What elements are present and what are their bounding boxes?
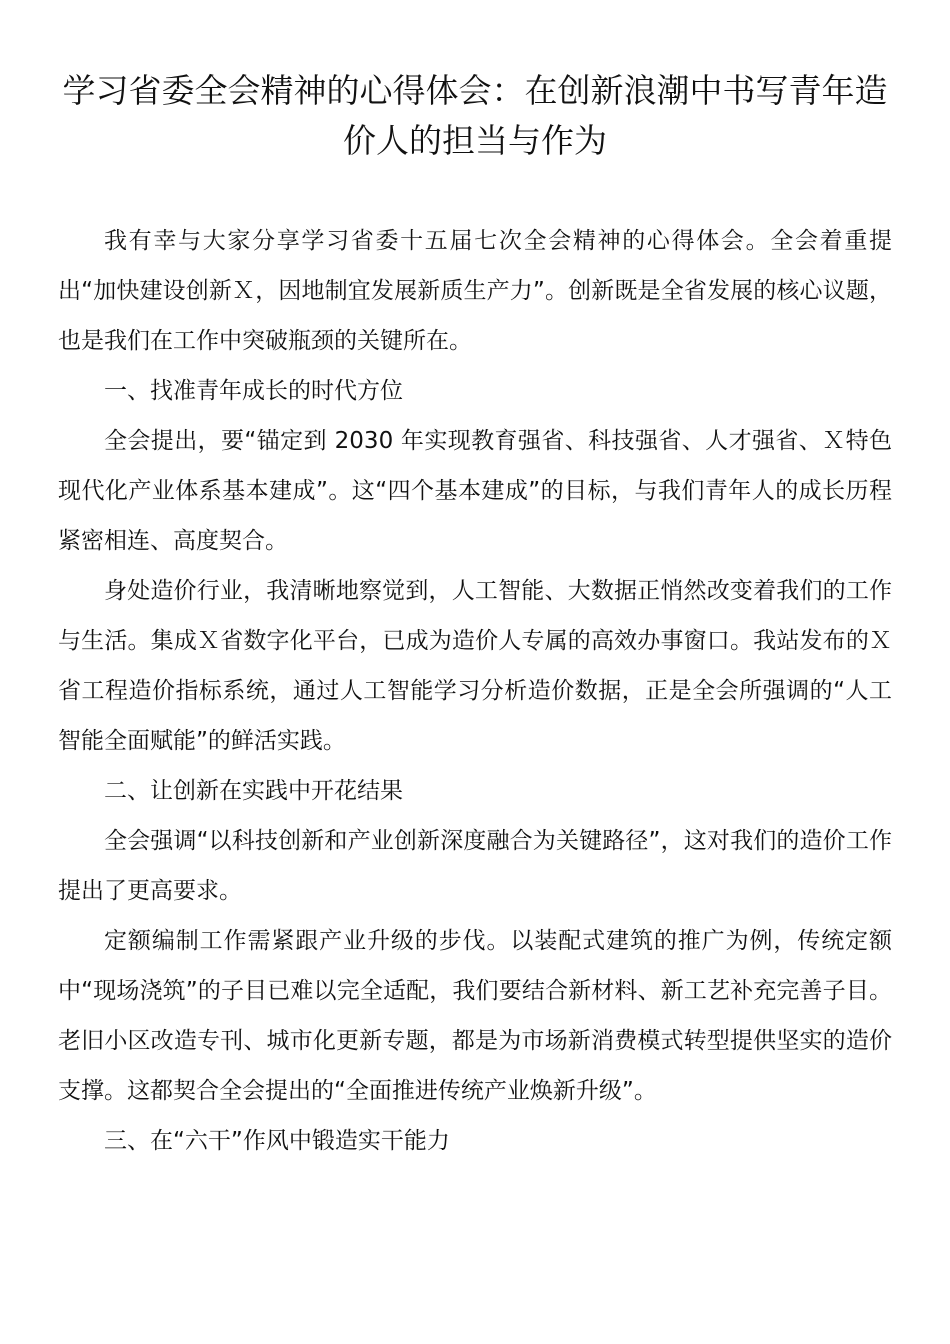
paragraph: 定额编制工作需紧跟产业升级的步伐。以装配式建筑的推广为例，传统定额中“现场浇筑”的子目已难以完全适配，我们要结合新材料、新工艺补充完善子目。老旧小区改造专刊、城市化更新专题，都是为市场新消费模式转型提供坚实的造价支撑。这都契合全会提出的“全面推进传统产业焕新升级”。 [58,928,892,1104]
paragraph: 全会提出，要“锚定到 2030 年实现教育强省、科技强省、人才强省、Ｘ特色现代化产业体系基本建成”。这“四个基本建成”的目标，与我们青年人的成长历程紧密相连、高度契合。 [58,428,892,554]
document-title: 学习省委全会精神的心得体会：在创新浪潮中书写青年造价人的担当与作为 [62,71,888,160]
section-heading-2: 二、让创新在实践中开花结果 [104,778,403,804]
paragraph: 身处造价行业，我清晰地察觉到，人工智能、大数据正悄然改变着我们的工作与生活。集成Ｘ省数字化平台，已成为造价人专属的高效办事窗口。我站发布的Ｘ省工程造价指标系统，通过人工智能学习分析造价数据，正是全会所强调的“人工智能全面赋能”的鲜活实践。 [58,578,892,754]
section-heading-1: 一、找准青年成长的时代方位 [104,378,403,404]
paragraph-intro: 我有幸与大家分享学习省委十五届七次全会精神的心得体会。全会着重提出“加快建设创新Ｘ，因地制宜发展新质生产力”。创新既是全省发展的核心议题，也是我们在工作中突破瓶颈的关键所在。 [58,228,892,354]
document-body [58,216,892,1166]
paragraph: 全会强调“以科技创新和产业创新深度融合为关键路径”，这对我们的造价工作提出了更高要求。 [58,828,892,904]
section-heading-3: 三、在“六干”作风中锻造实干能力 [104,1128,450,1154]
